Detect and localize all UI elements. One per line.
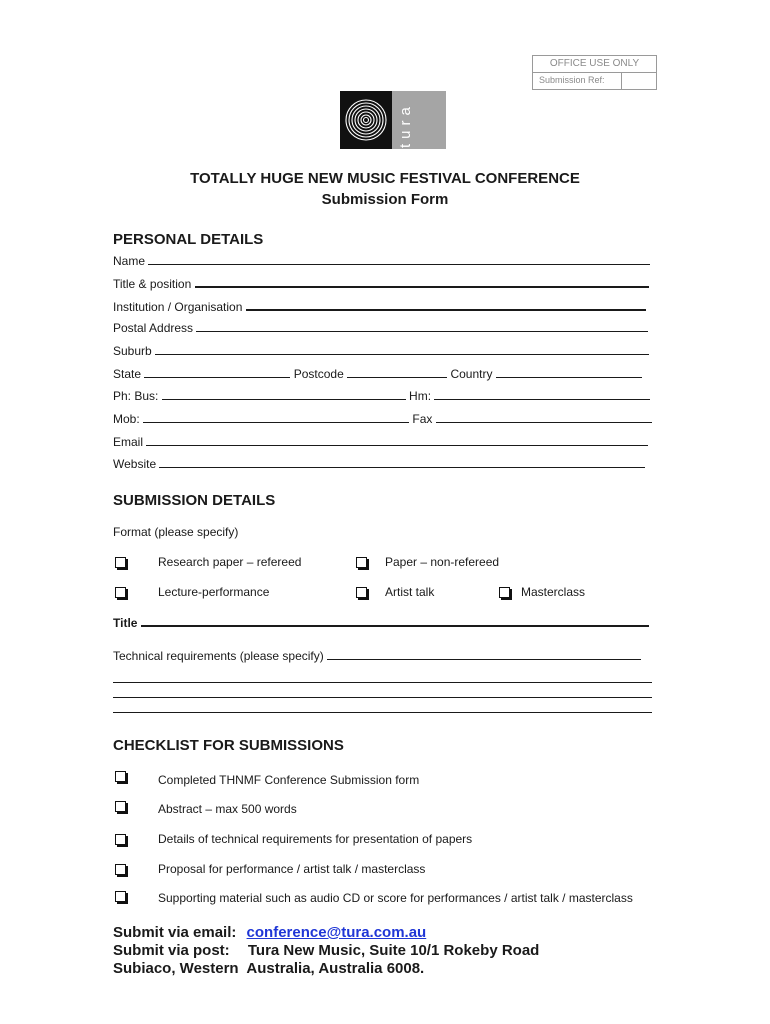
state-label: State	[113, 367, 142, 381]
checkbox-masterclass[interactable]	[499, 587, 510, 598]
option-masterclass: Masterclass	[521, 585, 586, 599]
technical-field[interactable]	[327, 648, 641, 660]
checklist-heading: CHECKLIST FOR SUBMISSIONS	[113, 737, 344, 754]
fax-field[interactable]	[436, 411, 652, 423]
name-row	[113, 253, 657, 268]
checkbox-paper-non-refereed[interactable]	[356, 557, 367, 568]
checklist-item-2: Abstract – max 500 words	[158, 802, 297, 816]
title-row	[113, 614, 657, 630]
technical-line-2[interactable]	[113, 697, 652, 698]
ph-bus-field[interactable]	[162, 388, 406, 400]
submit-post-label: Submit via post:	[113, 942, 230, 959]
postal-field[interactable]	[196, 320, 648, 332]
technical-row	[113, 648, 657, 663]
checklist-checkbox-3[interactable]	[115, 834, 126, 845]
title-label: Title	[113, 616, 138, 630]
mob-label: Mob:	[113, 412, 140, 426]
submit-post-address: Tura New Music, Suite 10/1 Rokeby Road	[247, 942, 540, 959]
suburb-label: Suburb	[113, 344, 152, 358]
ph-bus-label: Ph: Bus:	[113, 389, 159, 403]
phone-row	[113, 388, 657, 403]
institution-row	[113, 298, 657, 314]
checklist-item-3: Details of technical requirements for presentation of papers	[158, 832, 473, 846]
submit-email-line	[113, 924, 426, 941]
technical-line-1[interactable]	[113, 682, 652, 683]
option-artist-talk: Artist talk	[385, 585, 435, 599]
postal-row	[113, 320, 657, 335]
office-divider	[621, 72, 622, 90]
country-field[interactable]	[496, 366, 642, 378]
option-lecture-performance: Lecture-performance	[158, 585, 270, 599]
email-field[interactable]	[146, 434, 648, 446]
technical-label: Technical requirements (please specify)	[113, 649, 324, 663]
name-field[interactable]	[148, 253, 650, 265]
postcode-label: Postcode	[293, 367, 344, 381]
submit-post-line	[113, 942, 539, 959]
title-position-row	[113, 275, 657, 291]
mob-row	[113, 411, 657, 426]
state-field[interactable]	[144, 366, 290, 378]
submission-details-heading: SUBMISSION DETAILS	[113, 492, 276, 509]
office-use-header: OFFICE USE ONLY	[533, 56, 656, 73]
title-position-label: Title & position	[113, 277, 192, 291]
personal-details-heading: PERSONAL DETAILS	[113, 231, 264, 248]
website-row	[113, 456, 657, 471]
checkbox-lecture-performance[interactable]	[115, 587, 126, 598]
logo-wordmark	[392, 91, 446, 149]
suburb-row	[113, 343, 657, 358]
hm-field[interactable]	[434, 388, 650, 400]
website-label: Website	[113, 457, 157, 471]
state-row	[113, 366, 657, 381]
postcode-field[interactable]	[347, 366, 447, 378]
submit-email-link[interactable]: conference@tura.com.au	[246, 924, 427, 941]
postal-label: Postal Address	[113, 321, 194, 335]
suburb-field[interactable]	[155, 343, 649, 355]
checklist-item-1: Completed THNMF Conference Submission form	[158, 773, 420, 787]
institution-label: Institution / Organisation	[113, 300, 243, 314]
checklist-checkbox-4[interactable]	[115, 864, 126, 875]
option-research-paper: Research paper – refereed	[158, 555, 302, 569]
fax-label: Fax	[412, 412, 433, 426]
checklist-checkbox-5[interactable]	[115, 891, 126, 902]
mob-field[interactable]	[143, 411, 409, 423]
institution-field[interactable]	[246, 298, 646, 311]
format-label: Format (please specify)	[113, 525, 239, 539]
title-field[interactable]	[141, 614, 649, 627]
email-row	[113, 434, 657, 449]
logo-text: tura	[397, 102, 414, 148]
submit-post-address-line2: Subiaco, Western Australia, Australia 6008.	[113, 960, 425, 977]
checklist-item-5: Supporting material such as audio CD or score for performances / artist talk / masterclass	[158, 891, 633, 905]
website-field[interactable]	[159, 456, 645, 468]
country-label: Country	[450, 367, 493, 381]
title-position-field[interactable]	[195, 275, 649, 288]
submit-email-label: Submit via email:	[113, 924, 237, 941]
form-title: TOTALLY HUGE NEW MUSIC FESTIVAL CONFERENCE	[190, 170, 580, 187]
office-use-box	[532, 55, 657, 90]
submission-ref-label: Submission Ref:	[539, 75, 605, 85]
checklist-checkbox-1[interactable]	[115, 771, 126, 782]
hm-label: Hm:	[409, 389, 432, 403]
checklist-checkbox-2[interactable]	[115, 801, 126, 812]
checklist-item-4: Proposal for performance / artist talk / masterclass	[158, 862, 426, 876]
name-label: Name	[113, 254, 146, 268]
option-paper-non-refereed: Paper – non-refereed	[385, 555, 500, 569]
form-subtitle: Submission Form	[321, 191, 449, 208]
email-label: Email	[113, 435, 144, 449]
checkbox-research-paper[interactable]	[115, 557, 126, 568]
checkbox-artist-talk[interactable]	[356, 587, 367, 598]
technical-line-3[interactable]	[113, 712, 652, 713]
logo-spiral	[340, 91, 392, 149]
